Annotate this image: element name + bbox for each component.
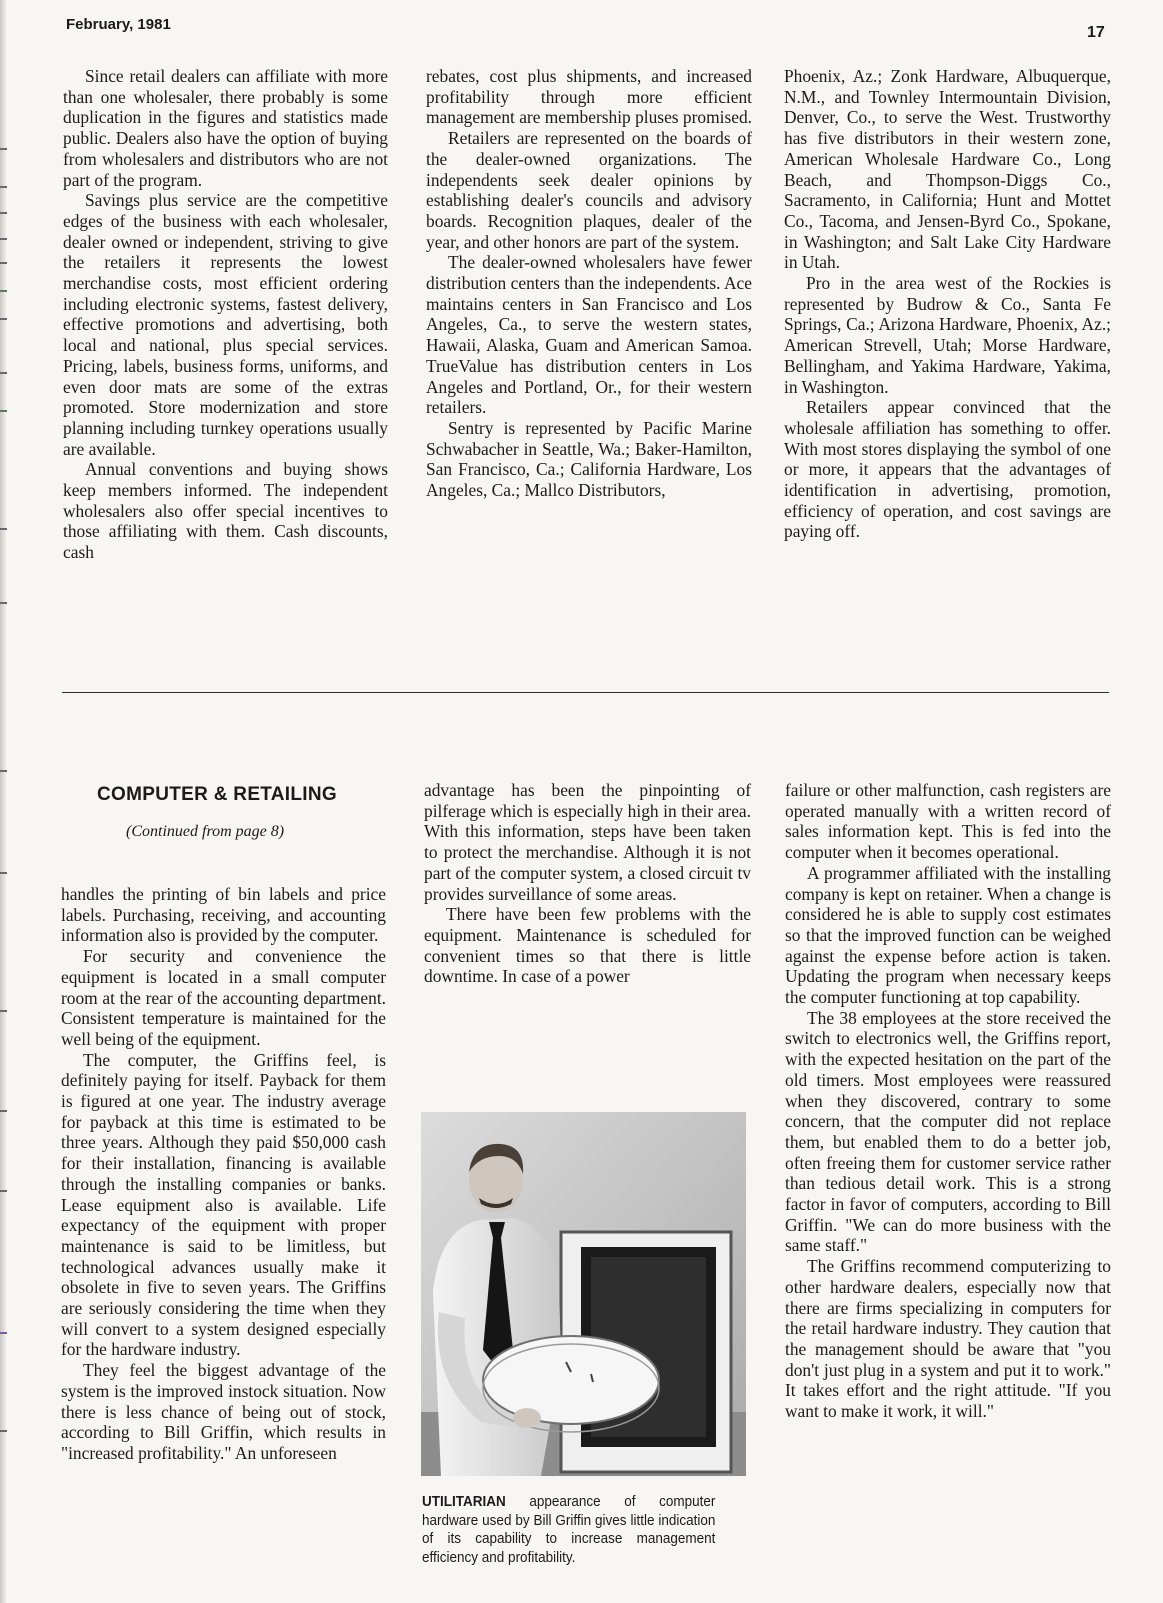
bottom-article-column-3 [785,780,1111,1422]
edge-mark [0,262,7,264]
bottom-article-column-2 [424,780,751,987]
edge-mark [0,602,7,604]
paragraph: Sentry is represented by Pacific Marine Schwabacher in Seattle, Wa.; Baker-Hamilton, San Francisco, Ca.; California Hardware, Los Angeles, Ca.; Mallco Distributors, [426,417,752,501]
paragraph: Retailers appear convinced that the wholesale affiliation has something to offer. With most stores displaying the symbol of one or more, it appears that the advantages of identification in advertising, promotion, efficiency of operation, and cost savings are paying off. [784,397,1111,542]
paragraph: The 38 employees at the store received the switch to electronics well, the Griffins report, with the expected hesitation on the part of the old timers. Most employees were reassured when they discovered, contrary to some concern, that the computer did not replace them, but enabled them to do a better job, often freeing them for customer service rather than tedious detail work. This is a strong factor in favor of computers, according to Bill Griffin. "We can do more business with the same staff." [785,1007,1111,1256]
continued-note: (Continued from page 8) [126,823,285,840]
top-article-column-1 [63,66,388,563]
article-photo [421,1112,746,1476]
photo-caption [422,1493,715,1567]
paragraph: For security and convenience the equipment is located in a small computer room at the rear of the accounting department. Consistent temperature is maintained for the well being of the equipment. [61,946,386,1049]
top-article-column-2 [426,66,752,501]
paragraph: The dealer-owned wholesalers have fewer distribution centers than the independents. Ace maintains centers in San Francisco and Los Angeles, Ca., to serve the western states, Hawaii, Alaska, Guam and American Samoa. TrueValue has distribution centers in Los Angeles and Portland, Or., for their western retailers. [426,252,752,418]
edge-mark [0,238,7,240]
paragraph: handles the printing of bin labels and price labels. Purchasing, receiving, and accounting information also is provided by the computer. [61,884,386,946]
paragraph: There have been few problems with the equipment. Maintenance is scheduled for convenient times so that there is little downtime. In case of a power [424,904,751,987]
edge-mark [0,872,7,874]
paragraph: failure or other malfunction, cash registers are operated manually with a written record of sales information kept. This is fed into the computer when it becomes operational. [785,780,1111,863]
issue-date: February, 1981 [66,16,171,33]
top-article-column-3 [784,66,1111,542]
paragraph: Phoenix, Az.; Zonk Hardware, Albuquerque, N.M., and Townley Intermountain Division, Denver, Co., to serve the West. Trustworthy has five distributors in their western zone, American Wholesale Hardware Co., Long Beach, and Thompson-Diggs Co., Sacramento, in California; Hunt and Mottet Co., Tacoma, and Jensen-Byrd Co., Spokane, in Washington; and Salt Lake City Hardware in Utah. [784,66,1111,273]
paragraph: Savings plus service are the competitive edges of the business with each wholesaler, dealer owned or independent, striving to give the retailers it represents the lowest merchandise costs, most efficient ordering including electronic systems, fastest delivery, effective promotions and advertising, both local and national, plus special services. Pricing, labels, business forms, uniforms, and even door mats are some of the extras promoted. Store modernization and store planning including turnkey operations usually are available. [63,190,388,459]
edge-mark [0,212,7,214]
caption-lead: UTILITARIAN [422,1493,506,1510]
bottom-article-column-1 [61,884,386,1464]
paragraph: The Griffins recommend computerizing to other hardware dealers, especially now that there are firms specializing in computers for the retail hardware industry. They caution that the management should be aware that "you don't just plug in a system and put it to work." It takes effort and the right attitude. "If you want to make it work, it will." [785,1256,1111,1422]
edge-mark [0,770,7,772]
paragraph: The computer, the Griffins feel, is definitely paying for itself. Payback for them is figured at one year. The industry average for payback at this time is estimated to be three years. Although they paid $50,000 cash for their installation, financing is available through the installing companies or banks. Lease equipment also is available. Life expectancy of the equipment with proper maintenance is said to be limitless, but technological advances usually make it obsolete in five to seven years. The Griffins are seriously considering the time when they will convert to a system designed especially for the hardware industry. [61,1049,386,1360]
paragraph: Pro in the area west of the Rockies is represented by Budrow & Co., Santa Fe Springs, Ca.; Arizona Hardware, Phoenix, Az.; American Strevell, Utah; Morse Hardware, Bellingham, and Yakima Hardware, Yakima, in Washington. [784,273,1111,397]
edge-mark [0,410,7,412]
edge-mark [0,1430,7,1432]
edge-mark [0,1332,7,1334]
edge-mark [0,1010,7,1012]
page-binding-edge [0,0,6,1603]
edge-mark [0,148,7,150]
edge-mark [0,318,7,320]
caption-text: appearance of computer hardware used by Bill Griffin gives little indication of its capability to increase management efficiency and profitability. [422,1493,716,1566]
paragraph: They feel the biggest advantage of the system is the improved instock situation. Now there is less chance of being out of stock, according to Bill Griffin, which results in "increased profitability." An unforeseen [61,1360,386,1463]
edge-mark [0,1190,7,1192]
edge-mark [0,186,7,188]
paragraph: Retailers are represented on the boards of the dealer-owned organizations. The independents seek dealer opinions by establishing dealer's councils and advisory boards. Recognition plaques, dealer of the year, and other honors are part of the system. [426,128,752,252]
article-title: COMPUTER & RETAILING [97,784,337,805]
edge-mark [0,1110,7,1112]
edge-mark [0,528,7,530]
edge-mark [0,290,7,292]
page-number: 17 [1087,24,1105,41]
paragraph: rebates, cost plus shipments, and increased profitability through more efficient management are membership pluses promised. [426,66,752,128]
paragraph: A programmer affiliated with the installing company is kept on retainer. When a change is considered he is able to supply cost estimates so that the improved function can be weighed against the expense before action is taken. Updating the program when necessary keeps the computer functioning at top capability. [785,862,1111,1008]
paragraph: Since retail dealers can affiliate with more than one wholesaler, there probably is some duplication in the figures and statistics made public. Dealers also have the option of buying from wholesalers and distributors who are not part of the program. [63,66,388,190]
section-divider [62,692,1109,693]
paragraph: Annual conventions and buying shows keep members informed. The independent wholesalers also offer special incentives to those affiliating with them. Cash discounts, cash [63,459,388,563]
edge-mark [0,372,7,374]
paragraph: advantage has been the pinpointing of pilferage which is especially high in their area. With this information, steps have been taken to protect the merchandise. Although it is not part of the computer system, a closed circuit tv provides surveillance of some areas. [424,780,751,904]
